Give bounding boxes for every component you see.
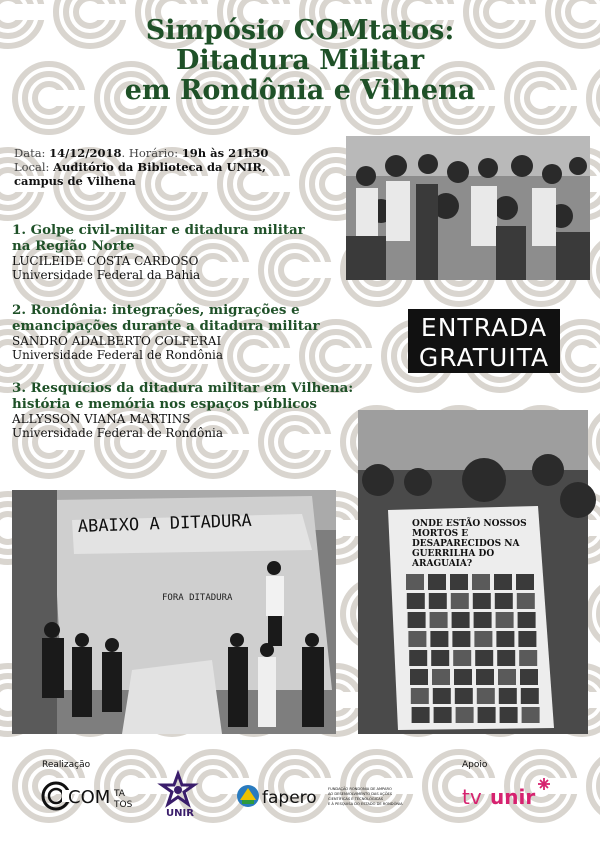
apoio-label: Apoio (462, 760, 488, 770)
portrait-thumbnail (522, 707, 540, 723)
fapero-desc-2: AO DESENVOLVIMENTO DAS AÇÕES (328, 792, 393, 796)
portrait-thumbnail (474, 612, 492, 628)
time-label: Horário: (128, 146, 179, 160)
event-info: Data: 14/12/2018. Horário: 19h às 21h30 Local: Auditório da Biblioteca da UNIR, campus de Vilhena (14, 146, 269, 188)
place-value-2: campus de Vilhena (14, 174, 136, 188)
talk-institution: Universidade Federal da Bahia (12, 268, 201, 282)
time-value: 19h às 21h30 (181, 146, 269, 160)
portrait-thumbnail (472, 574, 490, 590)
talk-speaker: ALLYSSON VIANA MARTINS (12, 412, 191, 426)
protest-poster-photo (358, 410, 588, 734)
pattern-ring-icon (589, 236, 600, 304)
talk-3 (12, 380, 353, 440)
date-label: Data: (14, 146, 46, 160)
poster-sign-line-4: GUERRILHA DO (412, 549, 495, 559)
wall-graffiti-small: FORA DITADURA (162, 593, 233, 603)
comtatos-logo-icon (40, 776, 136, 816)
portrait-thumbnail (453, 650, 471, 666)
portrait-thumbnail (408, 612, 426, 628)
portrait-thumbnail (494, 574, 512, 590)
portrait-thumbnail (452, 631, 470, 647)
portrait-thumbnail (451, 593, 469, 609)
talk-2 (12, 302, 320, 362)
portrait-thumbnail (432, 669, 450, 685)
fapero-emblem-icon (237, 785, 259, 807)
talk-title-line-1: 3. Resquícios da ditadura militar em Vilhena: (12, 380, 354, 396)
talk-title-line-1: 2. Rondônia: integrações, migrações e (12, 302, 300, 318)
unir-text: UNIR (166, 808, 194, 819)
portrait-thumbnail (407, 593, 425, 609)
poster-title-line-2: Ditadura Militar (175, 45, 425, 76)
portrait-thumbnail (433, 688, 451, 704)
portrait-thumbnail (431, 650, 449, 666)
portrait-thumbnail (496, 612, 514, 628)
talk-institution: Universidade Federal de Rondônia (12, 426, 224, 440)
tv-unir-text: unir (490, 785, 536, 809)
talk-speaker: LUCILEIDE COSTA CARDOSO (12, 254, 199, 268)
portrait-thumbnail (521, 688, 539, 704)
fapero-desc-4: E À PESQUISA DO ESTADO DE RONDÔNIA (328, 802, 403, 806)
portrait-thumbnail (499, 688, 517, 704)
date-value: 14/12/2018 (49, 146, 122, 160)
portrait-thumbnail (500, 707, 518, 723)
pattern-ring-icon (589, 408, 600, 476)
free-entry-line-2: GRATUITA (418, 343, 550, 372)
portrait-thumbnail (454, 669, 472, 685)
comtatos-text-com: COM (68, 787, 111, 808)
portrait-thumbnail (406, 574, 424, 590)
poster-sign-line-5: ARAGUAIA? (412, 559, 473, 569)
free-entry-line-1: ENTRADA (420, 313, 548, 342)
unir-logo (158, 772, 198, 818)
portrait-thumbnail (455, 688, 473, 704)
portrait-thumbnail (496, 631, 514, 647)
tv-unir-logo (460, 776, 556, 812)
portrait-thumbnail (497, 650, 515, 666)
portrait-thumbnail (474, 631, 492, 647)
portrait-thumbnail (517, 593, 535, 609)
comtatos-text-tos: TOS (114, 800, 133, 810)
portrait-thumbnail (477, 688, 495, 704)
free-entry-badge (408, 309, 560, 373)
talk-1 (12, 222, 305, 282)
portrait-thumbnail (518, 612, 536, 628)
portrait-thumbnail (428, 574, 446, 590)
comtatos-text-ta: TA (114, 789, 125, 799)
tv-unir-sparkle-icon (538, 778, 550, 790)
place-value-1: Auditório da Biblioteca da UNIR, (53, 160, 266, 174)
talk-title-line-2: emancipações durante a ditadura militar (12, 318, 320, 334)
poster-title-line-1: Simpósio COMtatos: (145, 15, 455, 46)
talk-title-line-1: 1. Golpe civil-militar e ditadura militar (12, 222, 305, 238)
poster-title-line-3: em Rondônia e Vilhena (124, 75, 476, 106)
portrait-thumbnail (410, 669, 428, 685)
portrait-thumbnail (450, 574, 468, 590)
portrait-thumbnail (409, 650, 427, 666)
portrait-thumbnail (519, 650, 537, 666)
fapero-desc-1: FUNDAÇÃO RONDONIA DE AMPARO (328, 787, 392, 791)
portrait-thumbnail (430, 631, 448, 647)
portrait-thumbnail (495, 593, 513, 609)
portrait-thumbnail (434, 707, 452, 723)
portrait-thumbnail (430, 612, 448, 628)
place-label: Local: (14, 160, 50, 174)
portrait-thumbnail (498, 669, 516, 685)
realizacao-label: Realização (42, 760, 91, 770)
portrait-thumbnail (412, 707, 430, 723)
pattern-ring-icon (589, 752, 600, 820)
fapero-desc-3: CIENTÍFICAS E TECNOLÓGICAS (328, 797, 384, 801)
graffiti-wall-photo (12, 490, 336, 734)
portrait-thumbnail (452, 612, 470, 628)
tv-text: tv (462, 785, 482, 809)
talk-title-line-2: na Região Norte (12, 238, 135, 254)
portrait-thumbnail (516, 574, 534, 590)
talk-title-line-2: história e memória nos espaços públicos (12, 396, 317, 412)
crowd-photo (346, 136, 590, 280)
poster-sign-line-1: ONDE ESTÃO NOSSOS (412, 519, 527, 529)
portrait-thumbnail (456, 707, 474, 723)
poster-sign-line-2: MORTOS E (412, 529, 469, 539)
portrait-thumbnail (475, 650, 493, 666)
portrait-thumbnail (478, 707, 496, 723)
portrait-thumbnail (429, 593, 447, 609)
wall-graffiti-main: ABAIXO A DITADURA (77, 510, 253, 537)
poster-sign-line-3: DESAPARECIDOS NA (412, 539, 520, 549)
fapero-logo (234, 780, 403, 812)
fapero-text: fapero (262, 788, 317, 808)
talk-speaker: SANDRO ADALBERTO COLFERAI (12, 334, 222, 348)
portrait-thumbnail (408, 631, 426, 647)
pattern-ring-icon (589, 580, 600, 648)
talk-institution: Universidade Federal de Rondônia (12, 348, 224, 362)
portrait-thumbnail (411, 688, 429, 704)
portrait-thumbnail (520, 669, 538, 685)
portrait-thumbnail (518, 631, 536, 647)
portrait-thumbnail (476, 669, 494, 685)
portrait-thumbnail (473, 593, 491, 609)
